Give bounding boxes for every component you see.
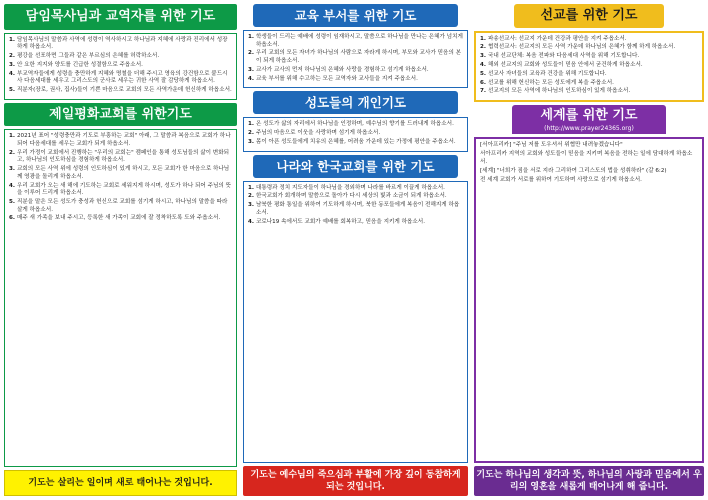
world-prayer-paragraph: 전 세계 교회가 서로를 위하여 기도하며 사랑으로 섬기게 하옵소서. bbox=[480, 176, 642, 183]
prayer-item-text: 우리 교회의 모든 자녀가 하나님의 사람으로 자라게 하시며, 부모와 교사가 믿음의 본이 되게 하옵소서. bbox=[255, 50, 462, 64]
prayer-item bbox=[480, 36, 698, 44]
prayer-item bbox=[248, 34, 463, 49]
prayer-item bbox=[248, 139, 463, 147]
column-right bbox=[474, 4, 704, 496]
prayer-item-text: 교회의 모든 사역 위에 성령의 인도하심이 있게 하시고, 모든 교회가 한 마음으로 하나님께 영광을 돌리게 하옵소서. bbox=[16, 166, 230, 180]
world-prayer-header bbox=[512, 105, 666, 134]
prayer-item-text: 파송선교사: 선교지 가운데 건강과 평안을 지켜 주옵소서. bbox=[487, 35, 627, 42]
prayer-item-text: 해외 선교지의 교회와 성도들이 믿음 안에서 굳건하게 하옵소서. bbox=[487, 62, 643, 69]
right-footer-banner: 기도는 하나님의 생각과 뜻, 하나님의 사랑과 믿음에서 우리의 영혼을 새롭게 태어나게 해 줍니다. bbox=[474, 466, 704, 496]
prayer-item bbox=[480, 53, 698, 61]
prayer-item-text: 교사가 교사의 먼저 하나님의 은혜와 사랑을 경험하고 섬기게 하옵소서. bbox=[255, 66, 429, 73]
prayer-item-text: 직분자(장로, 권사, 집사)들이 기쁜 마음으로 교회의 모든 사역가운데 헌신하게 하옵소서. bbox=[16, 86, 232, 93]
prayer-item-number: 1. bbox=[248, 34, 256, 40]
world-prayer-title: 세계를 위한 기도 bbox=[540, 108, 638, 124]
middle-footer-banner: 기도는 예수님의 죽으심과 부활에 가장 깊이 동참하게 되는 것입니다. bbox=[243, 466, 468, 496]
prayer-item bbox=[9, 133, 232, 148]
prayer-item bbox=[9, 183, 232, 198]
church-prayer-list bbox=[9, 133, 232, 222]
world-prayer-paragraph: [서아프리카] "주님 저를 도우셔서 위협만 내려놓겠습니다" bbox=[480, 141, 623, 148]
prayer-item-number: 3. bbox=[9, 61, 17, 68]
prayer-item-text: 대통령과 정치 지도자들이 하나님을 경외하며 나라를 바르게 이끌게 하옵소서. bbox=[255, 184, 445, 191]
nation-prayer-box bbox=[243, 181, 468, 463]
prayer-item bbox=[248, 121, 463, 129]
personal-prayer-list bbox=[248, 121, 463, 146]
prayer-item bbox=[248, 193, 463, 201]
prayer-item-text: 선교를 위해 헌신하는 모든 성도에게 복을 주옵소서. bbox=[487, 79, 614, 86]
prayer-item-text: 매주 새 가족을 보내 주시고, 등록한 새 가족이 교회에 잘 정착하도록 도와 주옵소서. bbox=[16, 215, 221, 222]
prayer-item-number: 3. bbox=[9, 166, 17, 173]
prayer-item-text: 주님의 마음으로 이웃을 사랑하며 섬기게 하옵소서. bbox=[255, 130, 381, 137]
prayer-item bbox=[480, 62, 698, 70]
prayer-item-number: 2. bbox=[248, 50, 256, 57]
prayer-item-text: 선교사 자녀들의 교육과 건강을 위해 기도합니다. bbox=[487, 70, 607, 77]
prayer-item bbox=[9, 87, 232, 95]
prayer-item-number: 4. bbox=[9, 182, 17, 189]
prayer-item-number: 4. bbox=[9, 70, 17, 77]
education-prayer-header: 교육 부서를 위한 기도 bbox=[253, 4, 458, 27]
column-left bbox=[4, 4, 237, 496]
education-prayer-list bbox=[248, 34, 463, 83]
prayer-item-number: 1. bbox=[9, 36, 17, 43]
prayer-item bbox=[248, 130, 463, 138]
prayer-item-text: 남북한 평화 통일을 위하여 기도하게 하시며, 북한 동포들에게 복음이 전해지게 하옵소서. bbox=[255, 202, 460, 216]
prayer-item-number: 2. bbox=[480, 44, 488, 51]
nation-prayer-header: 나라와 한국교회를 위한 기도 bbox=[253, 155, 458, 178]
prayer-item bbox=[9, 199, 232, 214]
prayer-item-text: 2021년 표어 "성령충만과 기도로 부흥하는 교회" 아래, 그 말씀과 복음으로 교회가 하나 되어 다음세대를 세우는 교회가 되게 하옵소서. bbox=[16, 133, 231, 148]
mission-prayer-list bbox=[480, 36, 698, 96]
prayer-item-text: 담임목사님의 말씀과 사역에 성령이 역사하시고 하나님과 지혜에 사랑과 진리에서 성장하게 하옵소서. bbox=[16, 36, 228, 51]
prayer-item-number: 5. bbox=[9, 86, 17, 93]
education-prayer-box bbox=[243, 30, 468, 88]
prayer-item-text: 평강을 선포하면 그들과 같은 부르심의 은혜를 허락하소서. bbox=[16, 53, 160, 60]
prayer-item-text: 협력선교사: 선교지의 모든 사역 가운데 하나님의 은혜가 함께 하게 하옵소서. bbox=[487, 44, 676, 51]
prayer-item bbox=[248, 202, 463, 217]
prayer-item-text: 부교역자들에게 성령을 충만하게 지혜와 명철을 더해 주시고 영육의 강건함으로 붙드시사 다음세대를 세우고 그리스도의 군사로 세우는 귀한 사역 잘 감당하게 하옵소서. bbox=[16, 70, 228, 85]
mission-prayer-box bbox=[474, 31, 704, 102]
prayer-item-text: 우리 가정이 교회에서 진행하는 "우리의 교회는" 캠페인을 통해 성도님들의 삶이 변화되고, 하나님의 인도하심을 경험하게 하옵소서. bbox=[16, 149, 230, 164]
prayer-item bbox=[9, 71, 232, 86]
prayer-item-text: 직분을 맡은 모든 성도가 충성과 헌신으로 교회를 섬기게 하시고, 하나님의 말씀을 따라 살게 하옵소서. bbox=[16, 198, 228, 213]
prayer-item-number: 4. bbox=[248, 75, 256, 82]
church-prayer-box bbox=[4, 129, 237, 466]
world-prayer-url: (http://www.prayer24365.org) bbox=[544, 124, 634, 132]
prayer-item-number: 4. bbox=[248, 218, 256, 225]
prayer-item-number: 5. bbox=[9, 198, 17, 205]
prayer-item-number: 3. bbox=[480, 53, 488, 60]
pastor-prayer-list bbox=[9, 37, 232, 95]
prayer-item bbox=[9, 166, 232, 181]
prayer-item-text: 선교지의 모든 사역에 하나님의 인도하심이 있게 하옵소서. bbox=[487, 88, 631, 95]
world-prayer-paragraph: [세계] "너희가 짐을 서로 지라 그리하여 그리스도의 법을 성취하라" (갈 6:2) bbox=[480, 167, 667, 174]
prayer-item bbox=[9, 150, 232, 165]
prayer-item bbox=[9, 215, 232, 223]
prayer-item-text: 국내 선교단체: 복음 전파와 다음세대 사역을 위해 기도합니다. bbox=[487, 53, 640, 60]
prayer-item-text: 한국교회가 회개하며 말씀으로 돌아가 다시 세상의 빛과 소금이 되게 하옵소서. bbox=[255, 193, 447, 200]
prayer-item-text: 온 성도가 삶의 자리에서 하나님을 인정하며, 예수님의 향기를 드러내게 하옵소서. bbox=[255, 121, 454, 128]
world-prayer-box bbox=[474, 137, 704, 463]
prayer-item-number: 3. bbox=[248, 202, 256, 209]
prayer-item-text: 코로나19 속에서도 교회가 예배를 회복하고, 믿음을 지키게 하옵소서. bbox=[255, 218, 425, 225]
prayer-item bbox=[480, 88, 698, 96]
prayer-item bbox=[9, 37, 232, 52]
church-prayer-header: 제일평화교회를 위한기도 bbox=[4, 103, 237, 127]
mission-prayer-header: 선교를 위한 기도 bbox=[514, 4, 664, 28]
prayer-item bbox=[248, 219, 463, 227]
prayer-item bbox=[248, 185, 463, 193]
personal-prayer-header: 성도들의 개인기도 bbox=[253, 91, 458, 114]
prayer-item bbox=[248, 67, 463, 75]
prayer-item-number: 3. bbox=[248, 66, 256, 73]
pastor-prayer-box bbox=[4, 33, 237, 100]
prayer-item-number: 2. bbox=[248, 130, 256, 137]
prayer-item bbox=[480, 71, 698, 79]
prayer-item-number: 4. bbox=[480, 62, 488, 69]
prayer-item-number: 6. bbox=[480, 79, 488, 86]
prayer-item-text: 교육 부서를 위해 수고하는 모든 교역자와 교사들을 지켜 주옵소서. bbox=[255, 75, 418, 82]
prayer-item bbox=[248, 50, 463, 65]
prayer-item-number: 1. bbox=[480, 35, 488, 42]
column-middle bbox=[243, 4, 468, 496]
prayer-item-number: 5. bbox=[480, 70, 488, 77]
prayer-item-text: 학생들이 드리는 예배에 성령이 임재하시고, 말씀으로 하나님을 만나는 은혜가 넘치게 하옵소서. bbox=[255, 34, 463, 48]
prayer-item-number: 1. bbox=[248, 121, 256, 128]
world-prayer-paragraph: 서아프리카 지역의 교회와 성도들이 믿음을 지키며 복음을 전하는 일에 담대하게 하옵소서. bbox=[480, 150, 693, 165]
prayer-item-text: 우리 교회가 오는 새 해에 기도하는 교회로 세워지게 하시며, 성도가 하나 되어 주님의 뜻을 이루어 드리게 하옵소서. bbox=[16, 182, 231, 197]
prayer-item-number: 7. bbox=[480, 88, 488, 95]
prayer-item bbox=[480, 80, 698, 88]
world-prayer-section bbox=[474, 105, 704, 134]
prayer-item bbox=[248, 76, 463, 84]
prayer-item-number: 2. bbox=[9, 53, 17, 60]
prayer-item-number: 1. bbox=[9, 133, 17, 140]
pastor-prayer-header: 담임목사님과 교역자를 위한 기도 bbox=[4, 4, 237, 30]
prayer-item-text: 몸이 아픈 성도들에게 치유의 은혜를, 어려움 가운데 있는 가정에 평안을 주옵소서. bbox=[255, 138, 456, 145]
prayer-item-number: 2. bbox=[248, 193, 256, 200]
prayer-item-number: 2. bbox=[9, 149, 17, 156]
left-footer-banner: 기도는 살리는 일이며 새로 태어나는 것입니다. bbox=[4, 470, 237, 496]
personal-prayer-box bbox=[243, 117, 468, 151]
prayer-item-number: 6. bbox=[9, 215, 17, 222]
prayer-item bbox=[9, 62, 232, 70]
prayer-item bbox=[480, 44, 698, 52]
prayer-item bbox=[9, 53, 232, 61]
prayer-item-text: 안 요한 지지와 양도를 긴급한 성결함으로 주옵소서. bbox=[16, 61, 143, 68]
nation-prayer-list bbox=[248, 185, 463, 227]
prayer-item-number: 3. bbox=[248, 138, 256, 145]
prayer-item-number: 1. bbox=[248, 184, 256, 191]
